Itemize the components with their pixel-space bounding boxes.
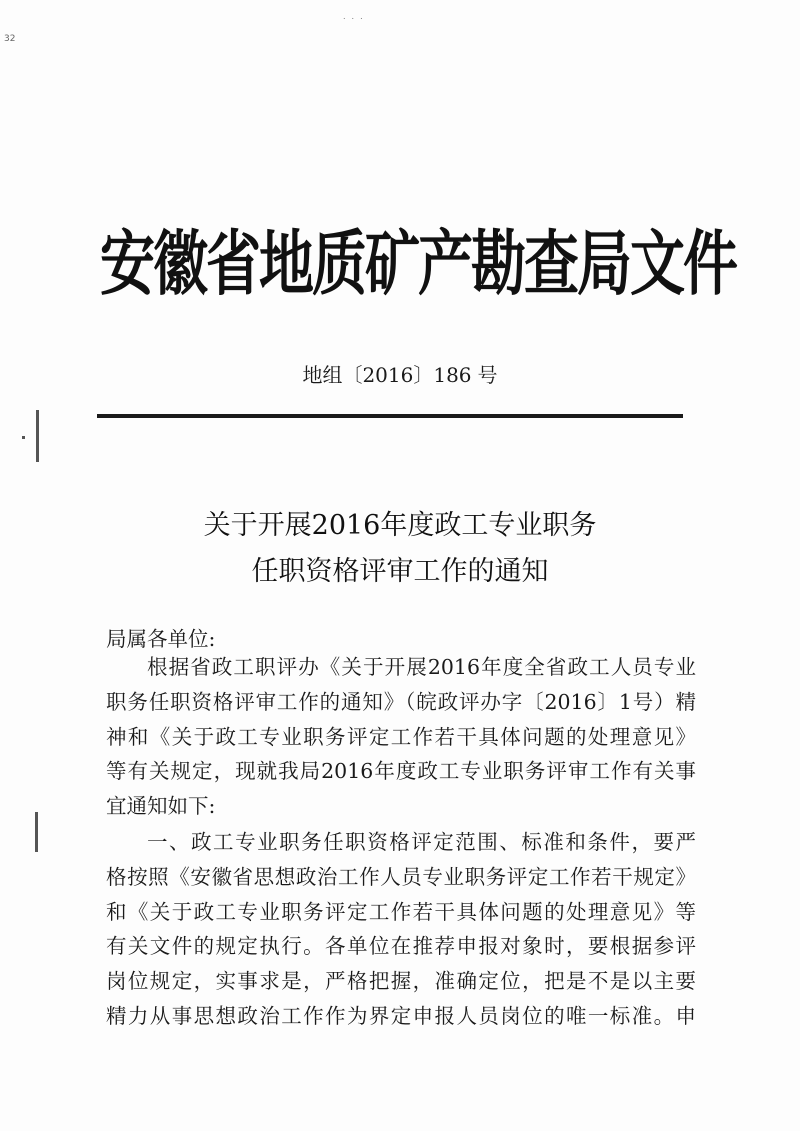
left-scan-mark-upper [36,410,39,462]
document-number-prefix: 地组〔2016〕186 [302,363,472,387]
paragraph-2 [106,825,696,1034]
notice-title-line-2: 任职资格评审工作的通知 [251,556,549,587]
document-number [0,359,800,388]
notice-title-line-1: 关于开展2016年度政工专业职务 [203,510,597,541]
paragraph-line: 根据省政工职评办《关于开展2016年度全省政工人员专业 [147,655,696,679]
top-scan-dots: ... [343,12,369,21]
paragraph-line: 神和《关于政工专业职务评定工作若干具体问题的处理意见》 [106,724,696,749]
document-header-title: 安徽省地质矿产勘查局文件 [100,222,737,305]
paragraph-line: 宜通知如下: [106,794,216,819]
paragraph-1 [106,650,696,824]
salutation: 局属各单位: [106,627,216,651]
paragraph-line: 职务任职资格评审工作的通知》（皖政评办字〔2016〕1号）精 [106,689,696,714]
paragraph-line: 精力从事思想政治工作作为界定申报人员岗位的唯一标准。申 [106,1003,696,1028]
left-scan-dot [22,436,25,439]
paragraph-line: 一、政工专业职务任职资格评定范围、标准和条件，要严 [147,830,696,854]
left-scan-mark-lower [35,812,38,852]
header-divider-rule [97,414,683,418]
paragraph-line: 等有关规定，现就我局2016年度政工专业职务评审工作有关事 [106,759,696,784]
paragraph-line: 有关文件的规定执行。各单位在推荐申报对象时，要根据参评 [106,934,696,959]
corner-handwritten-mark: 32 [4,34,16,44]
paragraph-line: 岗位规定，实事求是，严格把握，准确定位，把是不是以主要 [106,969,696,994]
paragraph-line: 格按照《安徽省思想政治工作人员专业职务评定工作若干规定》 [106,864,696,889]
paragraph-line: 和《关于政工专业职务评定工作若干具体问题的处理意见》等 [106,899,696,924]
document-number-suffix: 号 [477,363,498,387]
